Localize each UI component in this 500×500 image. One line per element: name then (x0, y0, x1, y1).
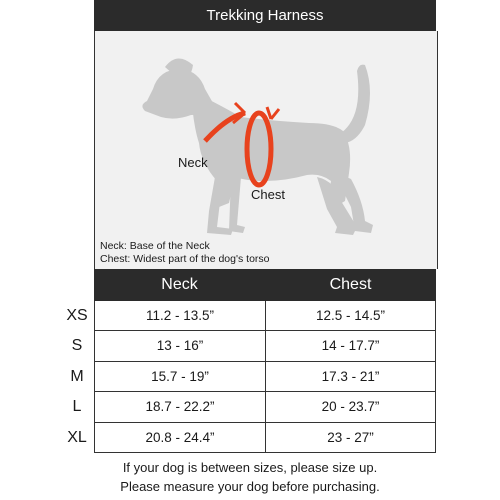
neck-column-header: Neck (161, 276, 198, 293)
size-table (94, 301, 436, 453)
chest-note: Chest: Widest part of the dog's torso (100, 253, 270, 265)
size-labels (60, 301, 94, 453)
size-label: S (71, 337, 83, 355)
size-label: M (70, 367, 84, 385)
dog-illustration (94, 31, 438, 269)
size-table-header (94, 269, 436, 301)
table-row (95, 301, 435, 331)
table-row (95, 362, 435, 392)
chest-cell: 17.3 - 21” (265, 362, 435, 392)
table-row (95, 331, 435, 361)
neck-cell: 11.2 - 13.5” (145, 308, 215, 323)
chest-cell: 20 - 23.7” (265, 392, 435, 422)
neck-label: Neck (178, 155, 208, 170)
size-label: L (72, 398, 82, 416)
chest-cell: 12.5 - 14.5” (265, 301, 435, 331)
measure-note: Please measure your dog before purchasing. (120, 479, 380, 494)
chest-cell: 23 - 27” (265, 423, 435, 453)
chest-cell: 14 - 17.7” (265, 331, 435, 361)
chest-label: Chest (251, 187, 285, 202)
neck-cell: 18.7 - 22.2” (145, 399, 215, 415)
neck-note: Neck: Base of the Neck (100, 240, 210, 252)
size-up-note: If your dog is between sizes, please size up. (122, 460, 378, 475)
size-label: XL (67, 428, 87, 446)
title-bar (94, 0, 436, 31)
dog-silhouette-image (95, 31, 435, 269)
page-title: Trekking Harness (206, 7, 324, 24)
neck-cell: 20.8 - 24.4” (145, 429, 215, 445)
neck-cell: 13 - 16” (156, 338, 204, 354)
size-label: XS (66, 307, 88, 324)
table-row (95, 392, 435, 422)
chest-column-header: Chest (329, 276, 372, 293)
table-row (95, 423, 435, 453)
neck-cell: 15.7 - 19” (151, 368, 209, 384)
